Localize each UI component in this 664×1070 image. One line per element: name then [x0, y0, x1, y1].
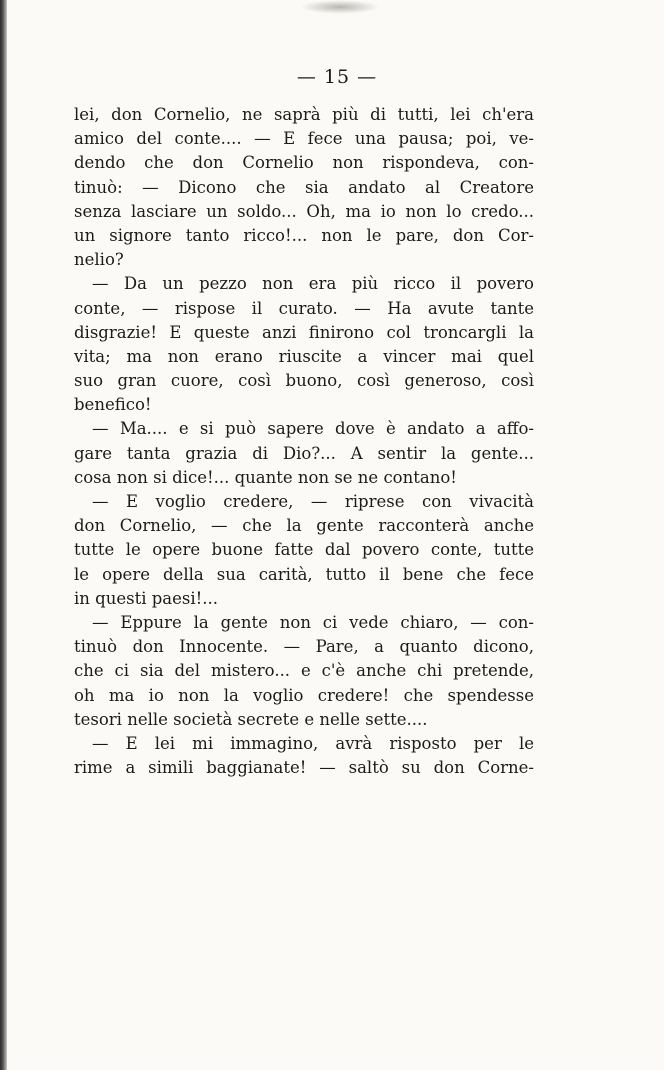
text-line: tinuò: — Dicono che sia andato al Creatore — [74, 177, 534, 197]
text-line: vita; ma non erano riuscite a vincer mai quel — [74, 346, 534, 366]
text-line: tesori nelle società secrete e nelle sette.... — [74, 709, 428, 729]
text-line: in questi paesi!... — [74, 588, 218, 608]
binding-edge — [0, 0, 7, 1070]
text-line: cosa non si dice!... quante non se ne contano! — [74, 467, 457, 487]
text-line: amico del conte.... — E fece una pausa; poi, ve- — [74, 129, 534, 149]
text-line: senza lasciare un soldo... Oh, ma io non lo credo... — [74, 201, 534, 221]
paper-smudge — [300, 0, 380, 14]
text-line: suo gran cuore, così buono, così generoso, così — [74, 371, 534, 391]
text-line: tinuò don Innocente. — Pare, a quanto dicono, — [74, 637, 534, 657]
text-line: oh ma io non la voglio credere! che spendesse — [74, 685, 534, 705]
text-line: — Eppure la gente non ci vede chiaro, — con- — [92, 612, 534, 632]
text-line: tutte le opere buone fatte dal povero conte, tutte — [74, 540, 534, 560]
text-line: — Ma.... e si può sapere dove è andato a affo- — [92, 419, 534, 439]
text-line: — E voglio credere, — riprese con vivacità — [92, 492, 534, 511]
page-number: — 15 — — [296, 66, 378, 88]
text-line: nelio? — [74, 250, 124, 270]
text-line: don Cornelio, — che la gente racconterà anche — [74, 516, 534, 536]
text-line: un signore tanto ricco!... non le pare, don Cor- — [74, 225, 534, 245]
text-line: gare tanta grazia di Dio?... A sentir la gente... — [74, 443, 534, 463]
text-line: le opere della sua carità, tutto il bene che fece — [74, 564, 534, 584]
text-line: che ci sia del mistero... e c'è anche chi pretende, — [74, 661, 534, 681]
text-line: disgrazie! E queste anzi finirono col troncargli la — [74, 322, 534, 342]
text-line: dendo che don Cornelio non rispondeva, con- — [74, 153, 534, 173]
text-line: conte, — rispose il curato. — Ha avute tante — [74, 298, 534, 318]
text-line: benefico! — [74, 395, 152, 415]
text-line: — E lei mi immagino, avrà risposto per le — [92, 733, 534, 753]
text-line: — Da un pezzo non era più ricco il povero — [92, 274, 534, 294]
text-line: lei, don Cornelio, ne saprà più di tutti, lei ch'era — [74, 105, 534, 124]
text-line: rime a simili baggianate! — saltò su don Corne- — [74, 758, 534, 778]
body-text — [74, 103, 534, 780]
